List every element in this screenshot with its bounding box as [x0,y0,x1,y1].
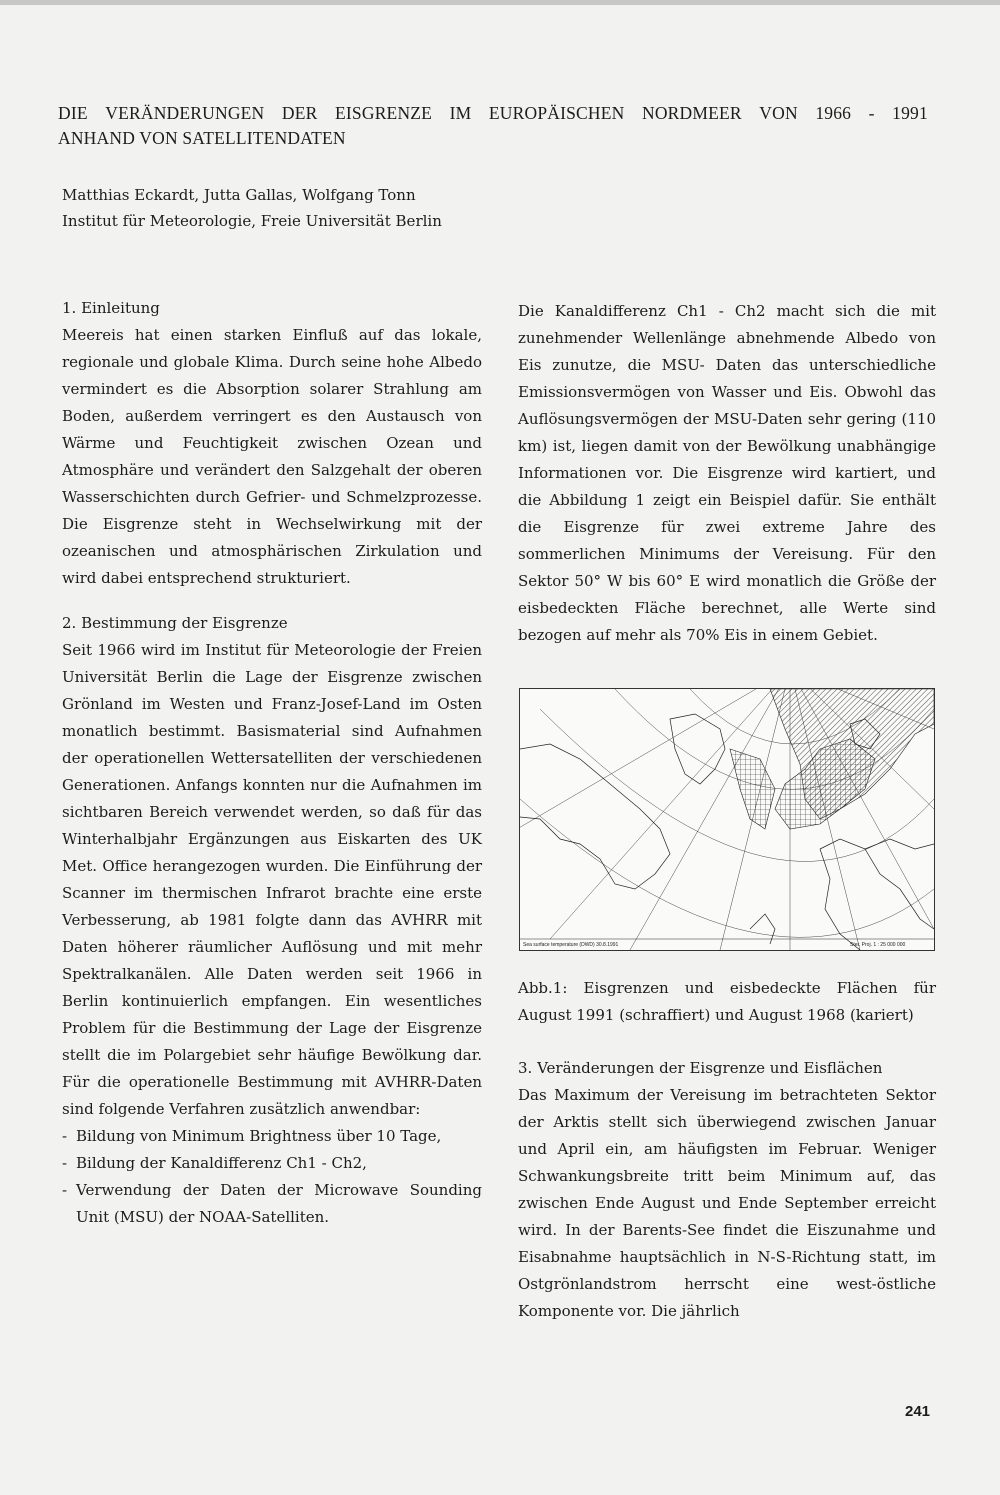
title-word: EUROPÄISCHEN [488,103,625,123]
ice-edge-map-figure [519,688,935,951]
right-column-intro [518,298,936,649]
method-list-item: - Bildung von Minimum Brightness über 10 Tage, [62,1123,482,1150]
author-names: Matthias Eckardt, Jutta Gallas, Wolfgang Tonn [62,186,416,204]
article-title [58,101,928,151]
title-word: NORDMEER [641,103,742,123]
section-3 [518,1055,936,1325]
author-affiliation: Institut für Meteorologie, Freie Universität Berlin [62,212,442,230]
ice-edge-map [520,689,934,950]
title-word: IM [449,103,472,123]
section-3-heading: 3. Veränderungen der Eisgrenze und Eisflächen [518,1059,883,1077]
section-1-heading: 1. Einleitung [62,299,160,317]
right-intro-paragraph: Die Kanaldifferenz Ch1 - Ch2 macht sich die mit zunehmender Wellenlänge abnehmende Albedo von Eis zunutze, die MSU- Daten das unterschiedliche Emissionsvermögen von Wasser und Eis. Obwohl das Auflösungsvermögen der MSU-Daten sehr gering (110 km) ist, liegen damit von der Bewölkung unabhängige Informationen vor. Die Eisgrenze wird kartiert, und die Abbildung 1 zeigt ein Beispiel dafür. Sie enthält die Eisgrenze für zwei extreme Jahre des sommerlichen Minimums der Vereisung. Für den Sektor 50° W bis 60° E wird monatlich die Größe der eisbedeckten Fläche berechnet, alle Werte sind bezogen auf mehr als 70% Eis in einem Gebiet. [518,302,936,644]
author-block [62,182,482,234]
title-word: DER [281,103,318,123]
page-top-edge [0,0,1000,5]
title-word: EISGRENZE [335,103,433,123]
title-line-2: ANHAND VON SATELLITENDATEN [58,128,346,148]
method-list-item: - Verwendung der Daten der Microwave Sounding Unit (MSU) der NOAA-Satelliten. [62,1177,482,1231]
method-list [62,1123,482,1231]
title-line-1 [58,101,928,126]
map-source-label: Sea surface temperature (DWD) 30.8.1991 [523,942,619,948]
section-3-body: Das Maximum der Vereisung im betrachteten Sektor der Arktis stellt sich überwiegend zwischen Januar und April ein, am häufigsten im Februar. Weniger Schwankungsbreite tritt beim Minimum auf, das zwischen Ende August und Ende September erreicht wird. In der Barents-See findet die Eiszunahme und Eisabnahme hauptsächlich in N-S-Richtung statt, im Ostgrönlandstrom herrscht eine west-östliche Komponente vor. Die jährlich [518,1086,936,1320]
figure-caption: Abb.1: Eisgrenzen und eisbedeckte Flächen für August 1991 (schraffiert) und August 1968 (kariert) [518,979,936,1024]
title-word: DIE [58,103,88,123]
section-2-body: Seit 1966 wird im Institut für Meteorologie der Freien Universität Berlin die Lage der Eisgrenze zwischen Grönland im Westen und Franz-Josef-Land im Osten monatlich bestimmt. Basismaterial sind Aufnahmen der operationellen Wettersatelliten der verschiedenen Generationen. Anfangs konnten nur die Aufnahmen im sichtbaren Bereich verwendet werden, so daß für das Winterhalbjahr Ergänzungen aus Eiskarten des UK Met. Office herangezogen wurden. Die Einführung der Scanner im thermischen Infrarot brachte eine erste Verbesserung, ab 1981 folgte dann das AVHRR mit Daten höherer räumlicher Auflösung und mit mehr Spektralkanälen. Alle Daten werden seit 1966 in Berlin kontinuierlich empfangen. Ein wesentliches Problem für die Bestimmung der Lage der Eisgrenze stellt die im Polargebiet sehr häufige Bewölkung dar. Für die operationelle Bestimmung mit AVHRR-Daten sind folgende Verfahren zusätzlich anwendbar: [62,641,482,1118]
title-word: VERÄNDERUNGEN [105,103,265,123]
section-1 [62,295,482,592]
left-column [62,295,482,1231]
section-2 [62,610,482,1231]
section-1-body: Meereis hat einen starken Einfluß auf das lokale, regionale und globale Klima. Durch seine hohe Albedo vermindert es die Absorption solarer Strahlung am Boden, außerdem verringert es den Austausch von Wärme und Feuchtigkeit zwischen Ozean und Atmosphäre und verändert den Salzgehalt der oberen Wasserschichten durch Gefrier- und Schmelzprozesse. Die Eisgrenze steht in Wechselwirkung mit der ozeanischen und atmosphärischen Zirkulation und wird dabei entsprechend strukturiert. [62,326,482,587]
method-list-item: - Bildung der Kanaldifferenz Ch1 - Ch2, [62,1150,482,1177]
map-projection-label: Ster. Proj. 1 : 25 000 000 [850,942,906,948]
title-word: VON [759,103,798,123]
title-word: - [868,103,875,123]
page-number: 241 [905,1403,931,1420]
title-word: 1991 [892,103,928,123]
section-2-heading: 2. Bestimmung der Eisgrenze [62,614,288,632]
title-word: 1966 [815,103,852,123]
